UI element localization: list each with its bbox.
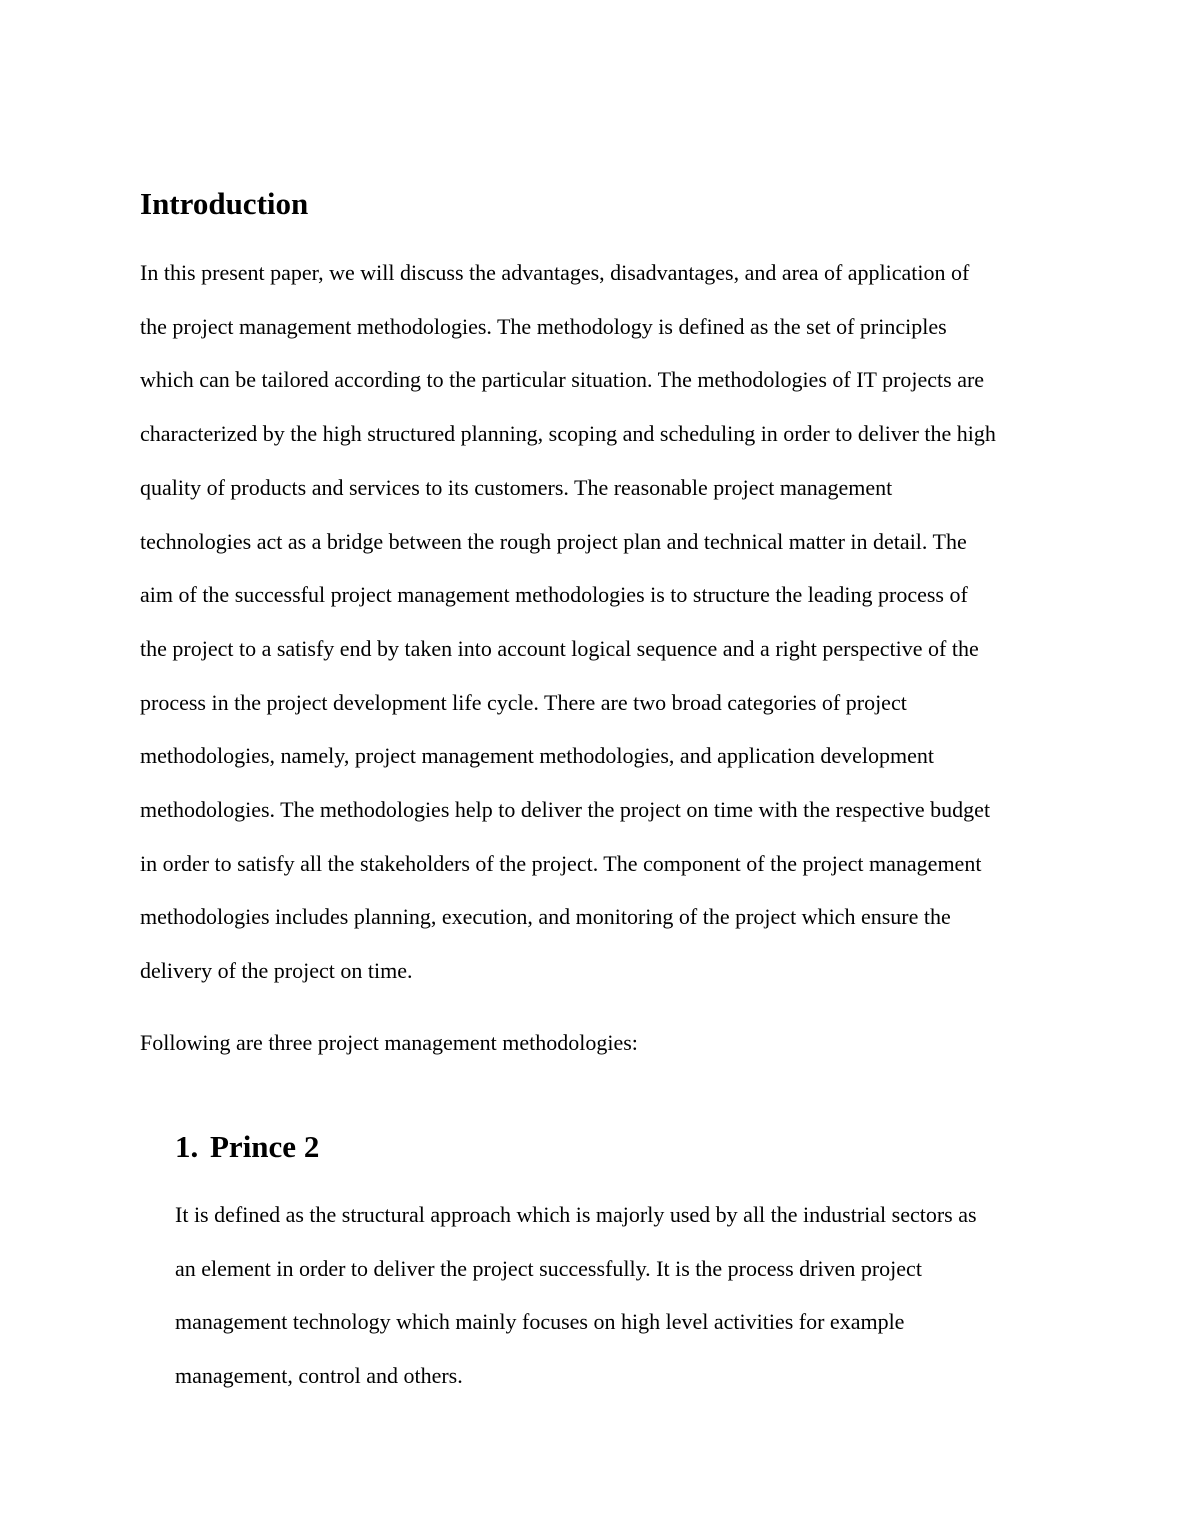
- paragraph-line: delivery of the project on time.: [140, 958, 413, 984]
- section-title: Prince 2: [210, 1129, 320, 1164]
- section-number: 1.: [175, 1129, 199, 1164]
- paragraph-line: methodologies, namely, project management methodologies, and application development: [140, 743, 935, 769]
- paragraph-line: quality of products and services to its customers. The reasonable project management: [140, 474, 893, 500]
- methodologies-lead-in: Following are three project management methodologies:: [140, 1030, 638, 1055]
- paragraph-line: In this present paper, we will discuss the advantages, disadvantages, and area of application of: [140, 260, 970, 285]
- paragraph-line: management technology which mainly focuses on high level activities for example: [175, 1309, 905, 1335]
- paragraph-line: the project to a satisfy end by taken into account logical sequence and a right perspective of the: [140, 635, 979, 661]
- paragraph-line: methodologies. The methodologies help to deliver the project on time with the respective budget: [140, 797, 991, 823]
- introduction-heading: Introduction: [140, 186, 309, 221]
- prince2-heading: [175, 1127, 319, 1167]
- paragraph-line: management, control and others.: [175, 1363, 463, 1389]
- paragraph-line: in order to satisfy all the stakeholders of the project. The component of the project management: [140, 850, 982, 876]
- paragraph-line: an element in order to deliver the project successfully. It is the process driven project: [175, 1255, 922, 1281]
- paragraph-line: which can be tailored according to the particular situation. The methodologies of IT projects are: [140, 367, 985, 393]
- prince2-paragraph: [175, 1188, 1075, 1403]
- introduction-paragraph: [140, 246, 1070, 998]
- paragraph-line: methodologies includes planning, execution, and monitoring of the project which ensure the: [140, 904, 951, 930]
- paragraph-line: process in the project development life cycle. There are two broad categories of project: [140, 689, 907, 715]
- paragraph-line: It is defined as the structural approach which is majorly used by all the industrial sectors as: [175, 1202, 977, 1227]
- paragraph-line: aim of the successful project management methodologies is to structure the leading process of: [140, 582, 968, 608]
- paragraph-line: technologies act as a bridge between the rough project plan and technical matter in detail. The: [140, 528, 967, 554]
- paragraph-line: characterized by the high structured planning, scoping and scheduling in order to deliver the high: [140, 421, 996, 447]
- paragraph-line: the project management methodologies. The methodology is defined as the set of principles: [140, 313, 947, 339]
